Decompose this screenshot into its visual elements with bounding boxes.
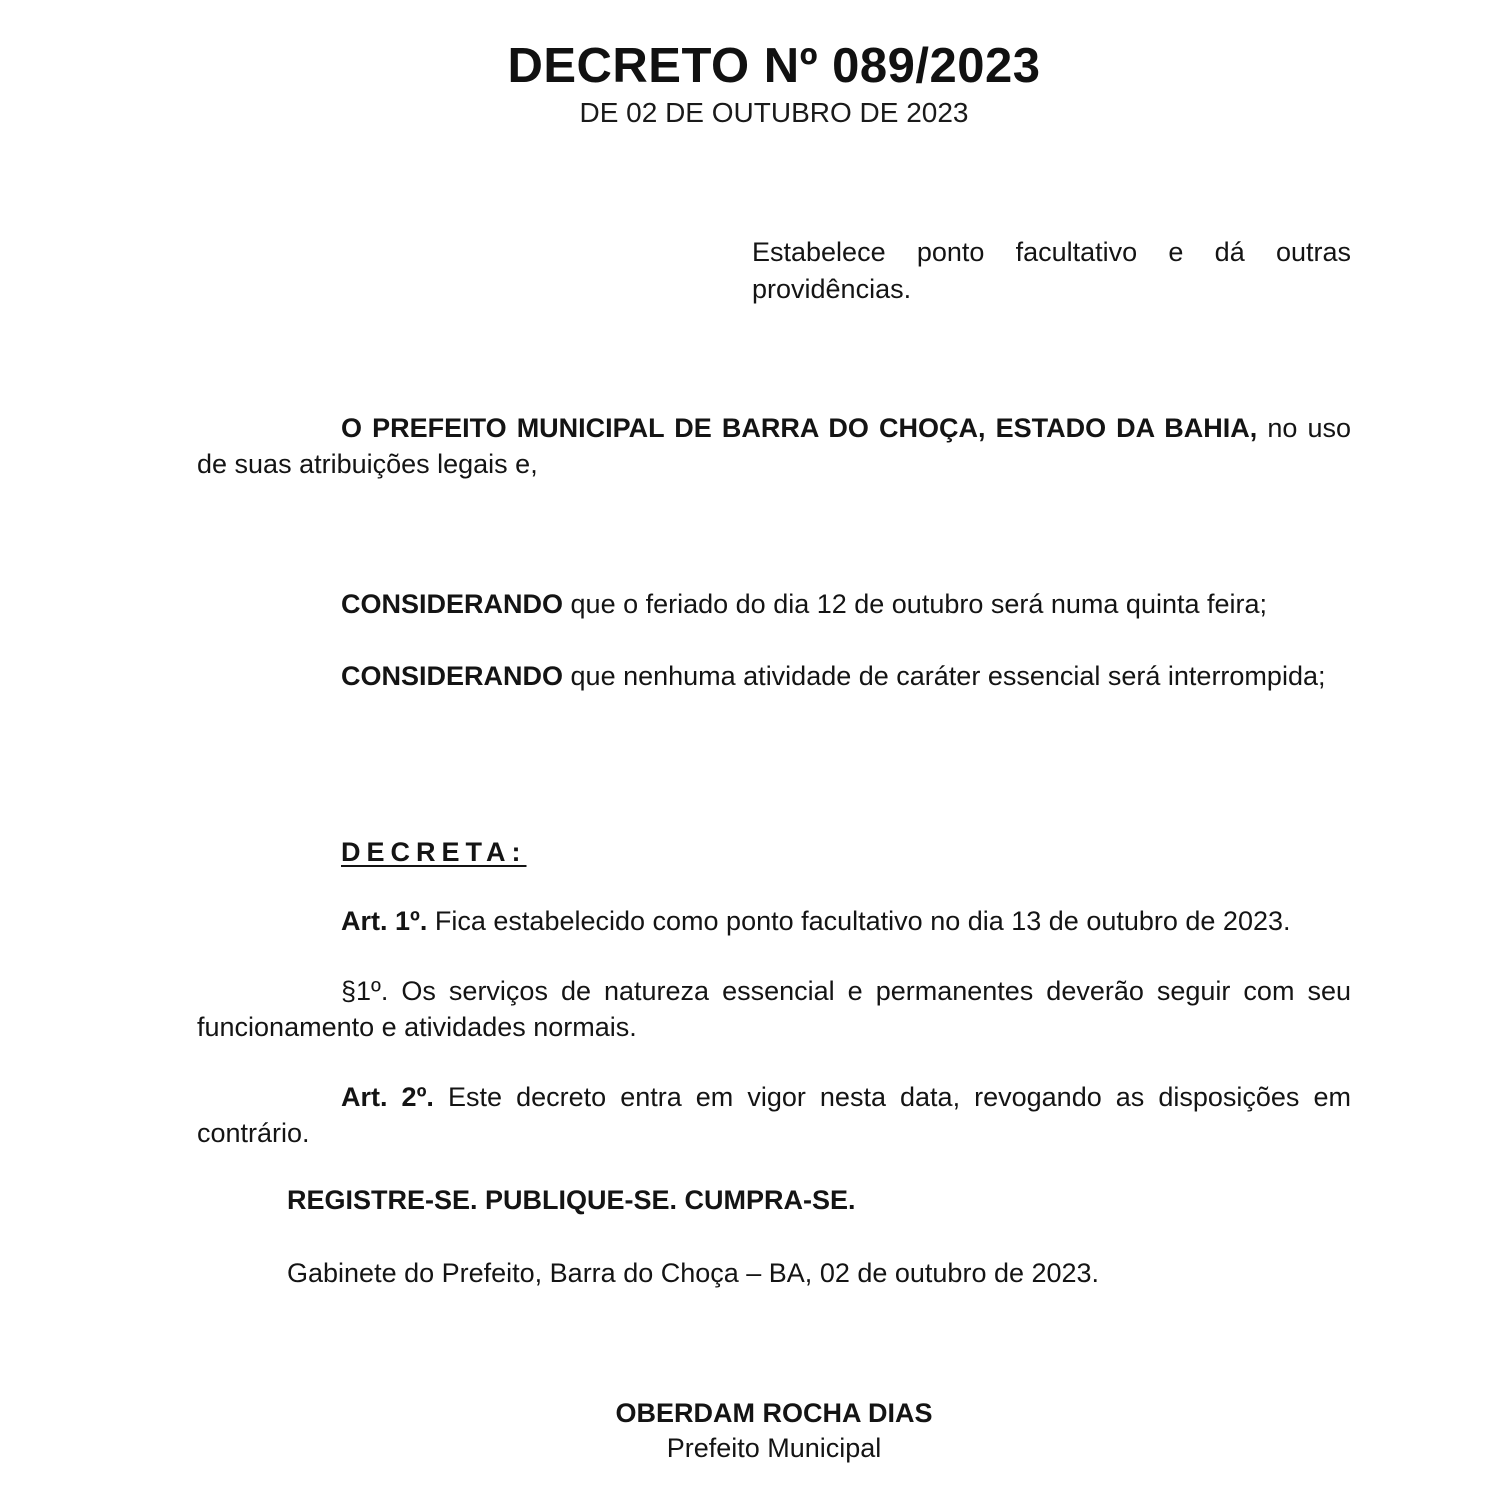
- article-label: Art. 1º.: [341, 906, 428, 936]
- preamble-authority: O PREFEITO MUNICIPAL DE BARRA DO CHOÇA, ESTADO DA BAHIA,: [341, 413, 1258, 443]
- signatory-role: Prefeito Municipal: [666, 1433, 882, 1463]
- article-1: [197, 903, 1351, 939]
- decree-date: DE 02 DE OUTUBRO DE 2023: [579, 97, 969, 128]
- preamble-text: no uso de suas atribuições legais e,: [197, 413, 1351, 479]
- article-text: Este decreto entra em vigor nesta data, revogando as disposições em contrário.: [197, 1082, 1351, 1148]
- article-label: Art. 2º.: [341, 1082, 434, 1112]
- considerando-label: CONSIDERANDO: [341, 661, 564, 691]
- article-text: Fica estabelecido como ponto facultativo no dia 13 de outubro de 2023.: [434, 906, 1291, 936]
- closing-formula: REGISTRE-SE. PUBLIQUE-SE. CUMPRA-SE.: [287, 1185, 856, 1215]
- place-and-date: Gabinete do Prefeito, Barra do Choça – BA, 02 de outubro de 2023.: [287, 1258, 1100, 1288]
- decreta-heading: DECRETA:: [341, 837, 527, 867]
- decree-summary: Estabelece ponto facultativo e dá outras providências.: [752, 237, 1351, 304]
- paragraph-text: §1º. Os serviços de natureza essencial e permanentes deverão seguir com seu funcionamento e atividades normais.: [197, 976, 1351, 1042]
- considerando-2: [197, 658, 1351, 694]
- considerando-text: que nenhuma atividade de caráter essencial será interrompida;: [570, 661, 1326, 691]
- article-2: [197, 1079, 1351, 1151]
- signatory-name: OBERDAM ROCHA DIAS: [615, 1398, 933, 1428]
- considerando-text: que o feriado do dia 12 de outubro será numa quinta feira;: [570, 589, 1268, 619]
- paragraph-1: [197, 973, 1351, 1045]
- considerando-label: CONSIDERANDO: [341, 589, 564, 619]
- decree-title: DECRETO Nº 089/2023: [507, 39, 1041, 93]
- preamble: [197, 410, 1351, 482]
- considerando-1: [197, 586, 1351, 622]
